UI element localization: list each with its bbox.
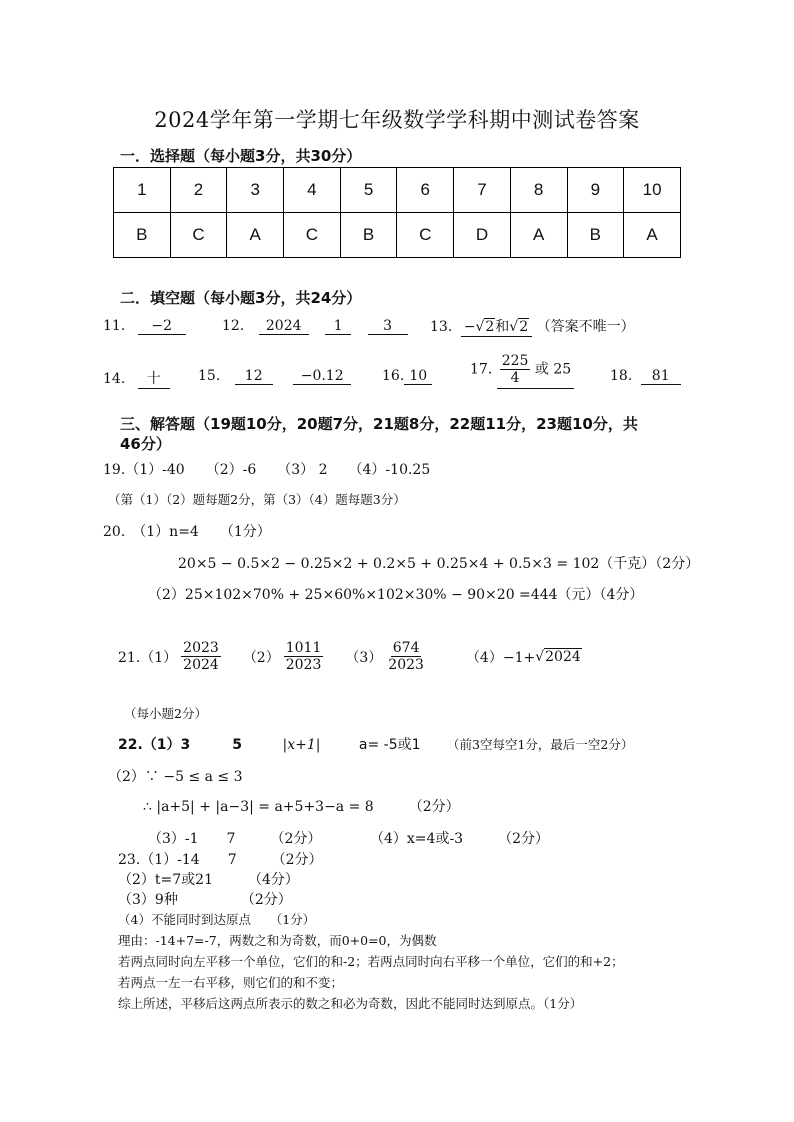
q13-radicand-2: 2	[519, 319, 529, 335]
q12-answer-3: 3	[368, 318, 408, 335]
q11-answer: −2	[138, 318, 186, 335]
q23-reason-1: 理由：-14+7=-7，两数之和为奇数，而0+0=0，为偶数	[118, 933, 437, 948]
sqrt-sign-icon: √2024	[535, 648, 581, 665]
q21-f1-numerator: 2023	[183, 640, 219, 656]
q15-answer-2: −0.12	[293, 368, 351, 385]
q15-answer-1: 12	[235, 368, 273, 385]
q21-score-note: （每小题2分）	[124, 706, 207, 721]
q17	[470, 353, 574, 389]
section1-heading: 一．选择题（每小题3分，共30分）	[120, 147, 362, 165]
q13-note: （答案不唯一）	[536, 319, 635, 335]
answer-cell: A	[510, 213, 567, 258]
q13-radicand-1: 2	[485, 319, 495, 335]
q22-part1-values: 22.（1）3 5	[118, 737, 243, 753]
q13-and: 和	[495, 319, 510, 335]
answer-cell: B	[567, 213, 624, 258]
q20-equation-2: （2）25×102×70% + 25×60%×102×30% − 90×20 =444（元）（4分）	[148, 587, 644, 603]
q21-fraction-1	[181, 640, 221, 673]
sqrt-sign-icon: √2	[509, 319, 529, 335]
q12-answer-1: 2024	[259, 318, 309, 335]
q21-fraction-3	[386, 640, 426, 673]
q21-label-1: 21.（1）	[118, 649, 178, 666]
answer-cell: C	[397, 213, 454, 258]
q23-line3: （3）9种 （2分）	[118, 892, 292, 908]
q13-number: 13.	[430, 319, 453, 335]
question-number-cell: 1	[114, 168, 171, 213]
table-row-answers	[114, 213, 681, 258]
q17-answer-2: 25	[553, 361, 572, 378]
q19-answers: 19.（1）-40 （2）-6 （3） 2 （4）-10.25	[103, 462, 431, 478]
q23-line2: （2）t=7或21 （4分）	[118, 872, 299, 888]
section2-heading: 二．填空题（每小题3分，共24分）	[120, 289, 362, 307]
q17-numerator: 225	[501, 353, 529, 369]
question-number-cell: 2	[170, 168, 227, 213]
q21-f3-denominator: 2023	[388, 657, 424, 674]
q13	[430, 316, 635, 337]
q18-number: 18.	[610, 368, 633, 384]
q22-a-values: a= -5或1	[358, 737, 421, 753]
answer-cell: D	[454, 213, 511, 258]
q12-number: 12.	[222, 318, 245, 334]
answer-cell: C	[284, 213, 341, 258]
q23-line1: 23.（1）-14 7 （2分）	[118, 852, 323, 868]
q22-part2-derivation: ∴ |a+5| + |a−3| = a+5+3−a = 8 （2分）	[143, 799, 460, 815]
answer-cell: B	[114, 213, 171, 258]
q11-number: 11.	[103, 318, 126, 334]
q22-part1-note: （前3空每空1分，最后一空2分）	[447, 737, 634, 752]
q23-reason-2: 若两点同时向左平移一个单位，它们的和-2；若两点同时向右平移一个单位，它们的和+2；	[118, 954, 624, 969]
q17-fraction	[500, 353, 531, 386]
q21-f2-numerator: 1011	[285, 640, 322, 656]
q14-number: 14.	[103, 371, 126, 387]
q20-part1: 20. （1）n=4 （1分）	[103, 524, 271, 540]
q22-abs-expression: |x+1|	[282, 737, 321, 753]
table-row-numbers	[114, 168, 681, 213]
q17-number: 17.	[470, 361, 493, 378]
q12	[222, 318, 408, 335]
question-number-cell: 4	[284, 168, 341, 213]
q12-answer-2: 1	[325, 318, 351, 335]
q23-reason-3: 若两点一左一右平移，则它们的和不变；	[118, 975, 344, 990]
q18	[610, 368, 681, 385]
q21-answers	[118, 640, 582, 673]
q21-label-2: （2）	[242, 649, 280, 666]
question-number-cell: 8	[510, 168, 567, 213]
choice-answer-table	[113, 167, 681, 258]
question-number-cell: 5	[340, 168, 397, 213]
q13-minus: −	[463, 319, 476, 335]
q22-part2-given: （2）∵ −5 ≤ a ≤ 3	[108, 769, 243, 785]
q17-or: 或	[534, 361, 549, 378]
q16	[382, 368, 432, 385]
q23-line4: （4）不能同时到达原点 （1分）	[118, 912, 316, 927]
q15-number: 15.	[198, 368, 221, 384]
question-number-cell: 6	[397, 168, 454, 213]
q17-denominator: 4	[510, 370, 520, 387]
q21-f1-denominator: 2024	[183, 657, 219, 674]
q13-answer	[461, 316, 532, 337]
q16-number: 16.	[382, 368, 405, 384]
sqrt-sign-icon: √2	[475, 319, 495, 335]
q11	[103, 318, 186, 335]
q18-answer: 81	[641, 368, 681, 385]
q21-f2-denominator: 2023	[285, 657, 322, 674]
section3-heading-line2: 46分）	[120, 435, 171, 453]
q22-part3: （3）-1 7 （2分）	[148, 831, 322, 847]
q20-equation-1: 20×5 − 0.5×2 − 0.25×2 + 0.2×5 + 0.25×4 + 0.5×3 = 102（千克）（2分）	[178, 556, 700, 572]
question-number-cell: 10	[624, 168, 681, 213]
section3-heading-line1: 三、解答题（19题10分，20题7分，21题8分，22题11分，23题10分，共	[120, 415, 638, 433]
answer-cell: C	[170, 213, 227, 258]
page-title: 2024学年第一学期七年级数学学科期中测试卷答案	[154, 108, 640, 132]
answer-cell: B	[340, 213, 397, 258]
q17-answer	[497, 353, 574, 389]
question-number-cell: 9	[567, 168, 624, 213]
q22-part4: （4）x=4或-3 （2分）	[370, 831, 549, 847]
answer-cell: A	[227, 213, 284, 258]
q21-f3-numerator: 674	[392, 640, 420, 656]
q21-fraction-2	[284, 640, 324, 673]
question-number-cell: 3	[227, 168, 284, 213]
q22-part1	[118, 734, 633, 754]
q19-score-note: （第（1）（2）题每题2分，第（3）（4）题每题3分）	[108, 492, 406, 507]
q14	[103, 368, 170, 389]
answer-cell: A	[624, 213, 681, 258]
q21-label-3: （3）	[345, 649, 383, 666]
q14-answer: 十	[138, 368, 170, 389]
q15	[198, 368, 351, 385]
question-number-cell: 7	[454, 168, 511, 213]
q23-conclusion: 综上所述，平移后这两点所表示的数之和必为奇数，因此不能同时达到原点。（1分）	[118, 996, 583, 1011]
q21-label-4: （4）−1+	[465, 649, 536, 666]
q21-radicand: 2024	[545, 648, 581, 665]
q16-answer: 10	[404, 368, 432, 385]
